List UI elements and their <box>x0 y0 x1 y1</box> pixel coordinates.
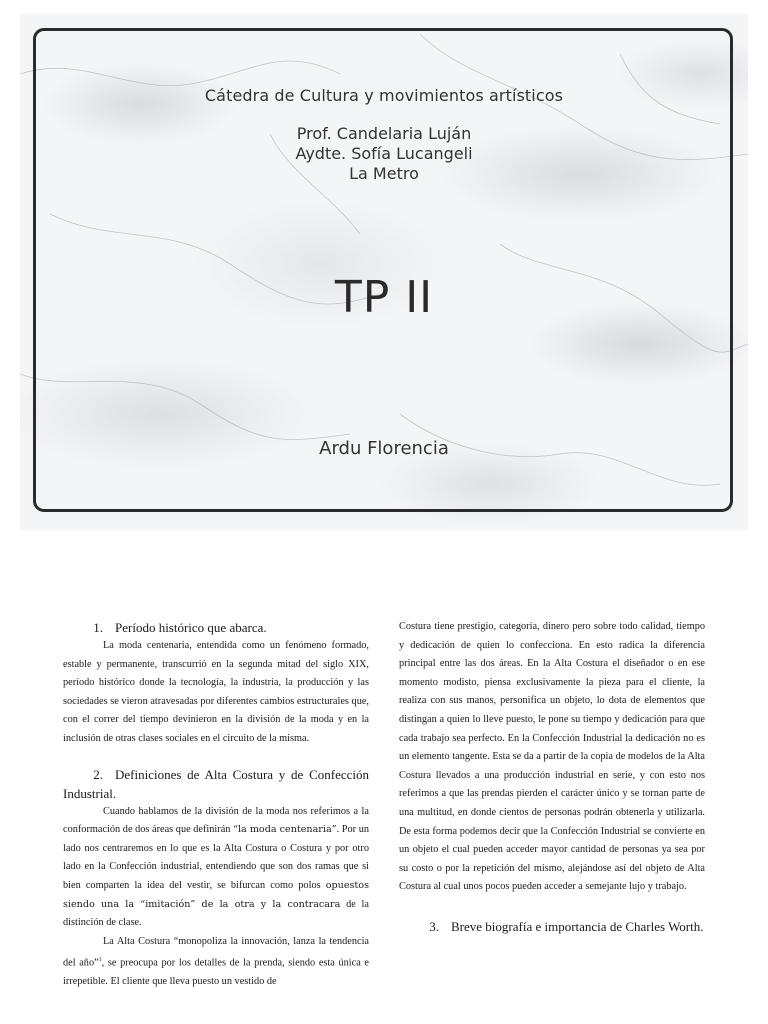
section-1-heading <box>63 618 369 637</box>
section-title: Definiciones de Alta Costura y de Confección Industrial. <box>63 766 369 801</box>
author-name: Ardu Florencia <box>319 438 449 459</box>
paragraph: Cuando hablamos de la división de la moda nos referimos a la conformación de dos áreas que definirán “la moda centenaria”. Por un lado nos centraremos en lo que es la Alta Costura o Costura y por otro lado en la Confección industrial, entendiendo que son dos ramas que si bien comparten la idea del vestir, se bifurcan como polos opuestos siendo una la “imitación” de la otra y la contracara de la distinción de clase. <box>63 805 369 929</box>
section-2-heading <box>63 765 369 803</box>
paragraph: Costura tiene prestigio, categoría, dinero pero sobre todo calidad, tiempo y dedicación de quien lo confecciona. En esto radica la diferencia principal entre las dos áreas. En la Alta Costura el diseñador o en ese momento modisto, piensa exclusivamente la pieza para el cliente, la realiza con sus manos, personifica un objeto, lo dota de elementos que distingan a quien lo lleve puesto, le pone su tiempo y dedicación para que cada trabajo sea perfecto. En la Confección Industrial la dedicación no es un elemento tangente. Esta se da a partir de la copia de modelos de la Alta Costura llevados a una producción industrial en serie, y con esto nos referimos a que las prendas pierden el carácter único y se tornan parte de una multitud, en donde cientos de personas podrán obtenerla y utilizarla. De esta forma podemos decir que la Confección Industrial se convierte en un objeto el cual pueden acceder mayor cantidad de personas ya sea por su costo o por la repetición del mismo, alejándose así del objeto de Alta Costura al cual unos pocos pueden acceder a semejante lujo y trabajo. <box>399 621 705 893</box>
highlighted-quote: “la moda centenaria” <box>233 824 337 836</box>
section-number: 2. <box>93 766 103 782</box>
paragraph: La moda centenaria, entendida como un fenómeno formado, estable y permanente, transcurrió en la segunda mitad del siglo XIX, período histórico donde la tecnología, la industria, la producción y las sociedades se vieron atravesadas por diferentes cambios estructurales que, con el correr del tiempo devinieron en la división de la moda y en la inclusión de otras clases sociales en el circuito de la misma. <box>63 640 369 744</box>
section-number: 1. <box>93 620 103 635</box>
institution-name: La Metro <box>349 164 419 183</box>
right-column <box>399 618 705 936</box>
section-title: Breve biografía e importancia de Charles Worth. <box>451 918 704 934</box>
document-title: TP II <box>334 272 434 323</box>
left-column <box>63 618 369 992</box>
staff-block <box>0 124 768 184</box>
professor-name: Prof. Candelaria Luján <box>296 124 472 143</box>
section-3-heading <box>399 917 705 936</box>
catedra-title: Cátedra de Cultura y movimientos artísticos <box>204 86 564 105</box>
section-title: Período histórico que abarca. <box>115 620 267 635</box>
section-number: 3. <box>429 918 439 934</box>
highlighted-phrase: opuestos siendo una la “imitación” de la otra y la contracara <box>63 879 369 910</box>
assistant-name: Aydte. Sofía Lucangeli <box>295 144 473 163</box>
paragraph: La Alta Costura “monopoliza la innovación, lanza la tendencia del año”$^1$, se preocupa por los detalles de la prenda, siendo esta única e irrepetible. El cliente que lleva puesto un vestido de <box>63 935 370 988</box>
